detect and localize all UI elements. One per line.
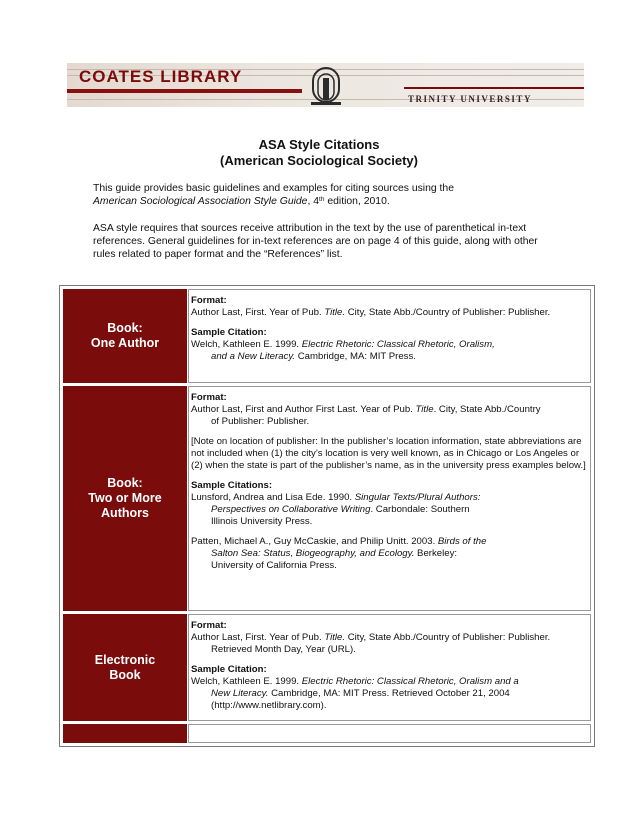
sample-citation-continued bbox=[191, 351, 588, 363]
edition-superscript: th bbox=[319, 196, 325, 204]
format-text bbox=[191, 632, 588, 644]
sample-citation-continued: University of California Press. bbox=[211, 560, 337, 571]
format-heading: Format: bbox=[191, 392, 227, 403]
format-heading: Format: bbox=[191, 620, 227, 631]
format-text-continued: Retrieved Month Day, Year (URL). bbox=[211, 644, 356, 655]
sample-citation bbox=[191, 536, 588, 548]
table-row-electronic-book bbox=[60, 614, 594, 721]
row-label-cell bbox=[63, 614, 187, 721]
format-part: Author Last, First. Year of Pub. bbox=[191, 307, 325, 318]
row-label-cell bbox=[63, 289, 187, 383]
sample-citation bbox=[191, 339, 588, 351]
format-title-part: Title. bbox=[324, 307, 346, 318]
trinity-tower-logo-icon bbox=[310, 64, 342, 106]
format-text bbox=[191, 307, 588, 319]
citation-part: Lunsford, Andrea and Lisa Ede. 1990. bbox=[191, 492, 355, 503]
format-text bbox=[191, 404, 588, 416]
banner-red-rule bbox=[67, 89, 302, 93]
table-row-book-multiple-authors bbox=[60, 386, 594, 611]
format-title-part: Title. bbox=[324, 632, 346, 643]
citation-title-part: Singular Texts/Plural Authors: bbox=[354, 492, 481, 503]
sample-heading: Sample Citation: bbox=[191, 664, 267, 675]
citation-table bbox=[59, 285, 595, 747]
citation-title-part: Perspectives on Collaborative Writing bbox=[211, 504, 371, 515]
intro-paragraph bbox=[93, 182, 563, 208]
row-content-cell bbox=[188, 724, 591, 743]
format-part: City, State Abb./Country of Publisher: Publisher. bbox=[345, 632, 551, 643]
sample-citation-continued bbox=[191, 548, 588, 560]
citation-part: Cambridge, MA: MIT Press. bbox=[295, 351, 416, 362]
row-label: One Author bbox=[90, 336, 160, 350]
row-label: Authors bbox=[101, 506, 149, 520]
citation-part: Berkeley: bbox=[414, 548, 458, 559]
table-row-empty bbox=[60, 724, 594, 743]
intro-text: , 4 bbox=[307, 196, 320, 208]
row-label: Book bbox=[109, 667, 141, 682]
row-label-cell bbox=[63, 724, 187, 743]
citation-title-part: and a New Literacy. bbox=[211, 351, 296, 362]
format-part: Author Last, First. Year of Pub. bbox=[191, 632, 325, 643]
sample-heading: Sample Citations: bbox=[191, 480, 273, 491]
page-subtitle: (American Sociological Society) bbox=[220, 153, 418, 168]
university-name: TRINITY UNIVERSITY bbox=[408, 94, 532, 104]
format-part: Author Last, First and Author First Last. Year of Pub. bbox=[191, 404, 416, 415]
row-content-cell bbox=[188, 614, 591, 721]
sample-citation-continued: Illinois University Press. bbox=[211, 516, 313, 527]
citation-part: Cambridge, MA: MIT Press. Retrieved October 21, 2004 bbox=[268, 688, 510, 699]
citation-title-part: New Literacy. bbox=[211, 688, 269, 699]
format-heading: Format: bbox=[191, 295, 227, 306]
style-guide-title: American Sociological Association Style Guide bbox=[93, 196, 308, 208]
library-banner bbox=[67, 63, 584, 107]
format-title-part: Title bbox=[415, 404, 434, 415]
page-title: ASA Style Citations bbox=[258, 137, 380, 152]
sample-citation-continued bbox=[191, 688, 588, 700]
sample-heading: Sample Citation: bbox=[191, 327, 267, 338]
intro-text: This guide provides basic guidelines and examples for citing sources using the bbox=[93, 183, 454, 194]
row-content-cell bbox=[188, 289, 591, 383]
row-label: Two or More bbox=[88, 491, 162, 505]
row-content-cell bbox=[188, 386, 591, 611]
citation-part: . Carbondale: Southern bbox=[370, 504, 470, 515]
format-part: City, State Abb./Country of Publisher: Publisher. bbox=[345, 307, 551, 318]
citation-title-part: Electric Rhetoric: Classical Rhetoric, Oralism and a bbox=[301, 676, 519, 687]
library-name: COATES LIBRARY bbox=[79, 67, 243, 86]
intro-text: edition, 2010. bbox=[324, 196, 390, 208]
sample-citation bbox=[191, 492, 588, 504]
citation-part: Welch, Kathleen E. 1999. bbox=[191, 676, 302, 687]
row-label: Book: bbox=[107, 321, 143, 335]
citation-part: Welch, Kathleen E. 1999. bbox=[191, 339, 302, 350]
citation-title-part: Birds of the bbox=[437, 536, 487, 547]
intext-paragraph: ASA style requires that sources receive attribution in the text by the use of parenthetical in-text references. General guidelines for in-text references are on page 4 of this guide, along with other rules related to paper format and the “References” list. bbox=[93, 223, 538, 261]
sample-citation-continued: (http://www.netlibrary.com). bbox=[211, 700, 327, 711]
banner-red-rule bbox=[404, 87, 584, 89]
sample-citation bbox=[191, 676, 588, 688]
table-row-book-one-author bbox=[60, 289, 594, 383]
sample-citation-continued bbox=[191, 504, 588, 516]
citation-title-part: Salton Sea: Status, Biogeography, and Ecology. bbox=[211, 548, 415, 559]
row-label: Book: bbox=[107, 476, 143, 490]
format-text-continued: of Publisher: Publisher. bbox=[211, 416, 310, 427]
citation-title-part: Electric Rhetoric: Classical Rhetoric, Oralism, bbox=[301, 339, 495, 350]
citation-part: Patten, Michael A., Guy McCaskie, and Philip Unitt. 2003. bbox=[191, 536, 438, 547]
row-label: Electronic bbox=[94, 652, 156, 667]
row-label-cell bbox=[63, 386, 187, 611]
format-part: . City, State Abb./Country bbox=[433, 404, 541, 415]
publisher-note: [Note on location of publisher: In the publisher’s location information, state abbreviations are not included when (1) the city’s location is very well known, as in Chicago or Los Angeles or (2) when the state is part of the publisher’s name, as in the university press examples below.] bbox=[191, 436, 586, 471]
